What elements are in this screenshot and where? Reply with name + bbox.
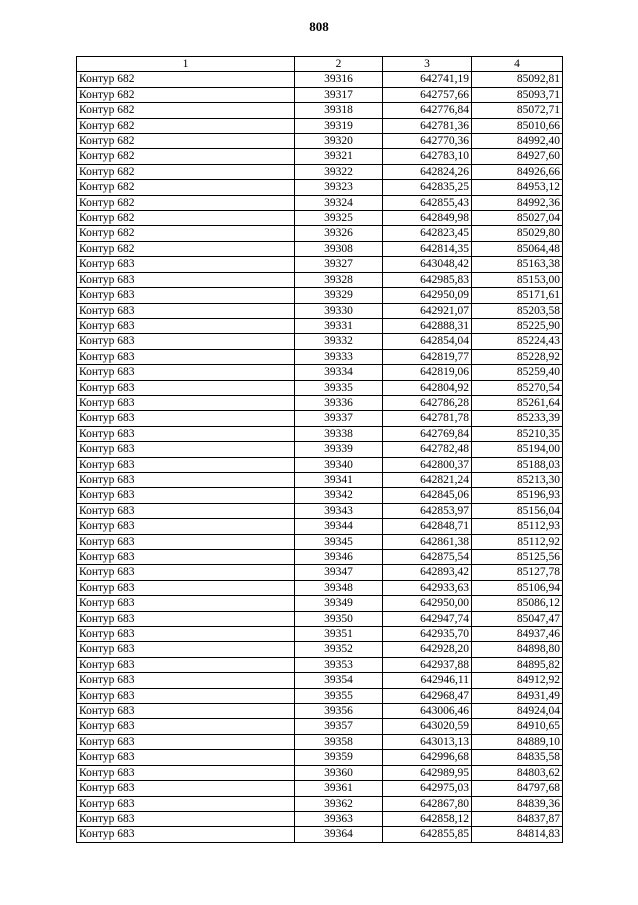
x-coordinate-cell: 642741,19 (383, 72, 472, 87)
y-coordinate-cell: 84926,66 (472, 164, 563, 179)
table-row (77, 272, 563, 287)
table-row (77, 149, 563, 164)
y-coordinate-cell: 85194,00 (472, 442, 563, 457)
table-row (77, 180, 563, 195)
x-coordinate-cell: 642867,80 (383, 796, 472, 811)
contour-name-cell: Контур 683 (77, 550, 295, 565)
point-number-cell: 39346 (295, 550, 383, 565)
y-coordinate-cell: 84953,12 (472, 180, 563, 195)
table-row (77, 503, 563, 518)
table-row (77, 103, 563, 118)
y-coordinate-cell: 84803,62 (472, 765, 563, 780)
contour-name-cell: Контур 683 (77, 796, 295, 811)
x-coordinate-cell: 643006,46 (383, 704, 472, 719)
point-number-cell: 39321 (295, 149, 383, 164)
contour-name-cell: Контур 683 (77, 411, 295, 426)
y-coordinate-cell: 85233,39 (472, 411, 563, 426)
table-row (77, 411, 563, 426)
x-coordinate-cell: 642814,35 (383, 241, 472, 256)
x-coordinate-cell: 642854,04 (383, 334, 472, 349)
x-coordinate-cell: 642858,12 (383, 811, 472, 826)
x-coordinate-cell: 642947,74 (383, 611, 472, 626)
y-coordinate-cell: 85093,71 (472, 87, 563, 102)
x-coordinate-cell: 642989,95 (383, 765, 472, 780)
point-number-cell: 39361 (295, 781, 383, 796)
table-row (77, 765, 563, 780)
y-coordinate-cell: 85064,48 (472, 241, 563, 256)
x-coordinate-cell: 642950,09 (383, 288, 472, 303)
table-row (77, 827, 563, 842)
x-coordinate-cell: 642800,37 (383, 457, 472, 472)
y-coordinate-cell: 85171,61 (472, 288, 563, 303)
table-body (77, 72, 563, 842)
point-number-cell: 39333 (295, 349, 383, 364)
x-coordinate-cell: 642783,10 (383, 149, 472, 164)
contour-name-cell: Контур 682 (77, 72, 295, 87)
contour-name-cell: Контур 682 (77, 134, 295, 149)
table-row (77, 241, 563, 256)
point-number-cell: 39351 (295, 627, 383, 642)
table-row (77, 657, 563, 672)
y-coordinate-cell: 84910,65 (472, 719, 563, 734)
table-header-row (77, 57, 563, 72)
table-row (77, 627, 563, 642)
contour-name-cell: Контур 682 (77, 211, 295, 226)
contour-name-cell: Контур 683 (77, 580, 295, 595)
x-coordinate-cell: 642921,07 (383, 303, 472, 318)
contour-name-cell: Контур 683 (77, 472, 295, 487)
y-coordinate-cell: 84912,92 (472, 673, 563, 688)
contour-name-cell: Контур 683 (77, 657, 295, 672)
x-coordinate-cell: 642848,71 (383, 519, 472, 534)
y-coordinate-cell: 85188,03 (472, 457, 563, 472)
y-coordinate-cell: 84835,58 (472, 750, 563, 765)
table-row (77, 642, 563, 657)
contour-name-cell: Контур 683 (77, 288, 295, 303)
point-number-cell: 39327 (295, 257, 383, 272)
point-number-cell: 39330 (295, 303, 383, 318)
point-number-cell: 39347 (295, 565, 383, 580)
y-coordinate-cell: 85224,43 (472, 334, 563, 349)
x-coordinate-cell: 642985,83 (383, 272, 472, 287)
x-coordinate-cell: 642804,92 (383, 380, 472, 395)
y-coordinate-cell: 85225,90 (472, 318, 563, 333)
table-row (77, 688, 563, 703)
contour-name-cell: Контур 683 (77, 395, 295, 410)
contour-name-cell: Контур 683 (77, 457, 295, 472)
column-header-1: 1 (77, 57, 295, 72)
table-row (77, 395, 563, 410)
point-number-cell: 39348 (295, 580, 383, 595)
y-coordinate-cell: 85086,12 (472, 596, 563, 611)
column-header-2: 2 (295, 57, 383, 72)
table-row (77, 195, 563, 210)
x-coordinate-cell: 642928,20 (383, 642, 472, 657)
x-coordinate-cell: 642861,38 (383, 534, 472, 549)
y-coordinate-cell: 84992,36 (472, 195, 563, 210)
point-number-cell: 39324 (295, 195, 383, 210)
contour-name-cell: Контур 683 (77, 611, 295, 626)
contour-name-cell: Контур 683 (77, 627, 295, 642)
contour-name-cell: Контур 682 (77, 87, 295, 102)
point-number-cell: 39323 (295, 180, 383, 195)
point-number-cell: 39335 (295, 380, 383, 395)
table-row (77, 211, 563, 226)
point-number-cell: 39349 (295, 596, 383, 611)
y-coordinate-cell: 85203,58 (472, 303, 563, 318)
y-coordinate-cell: 84927,60 (472, 149, 563, 164)
y-coordinate-cell: 85127,78 (472, 565, 563, 580)
point-number-cell: 39345 (295, 534, 383, 549)
point-number-cell: 39360 (295, 765, 383, 780)
contour-name-cell: Контур 683 (77, 765, 295, 780)
y-coordinate-cell: 85228,92 (472, 349, 563, 364)
contour-name-cell: Контур 682 (77, 241, 295, 256)
x-coordinate-cell: 642968,47 (383, 688, 472, 703)
contour-name-cell: Контур 683 (77, 596, 295, 611)
contour-name-cell: Контур 682 (77, 180, 295, 195)
table-row (77, 226, 563, 241)
y-coordinate-cell: 85125,56 (472, 550, 563, 565)
table-row (77, 565, 563, 580)
x-coordinate-cell: 642935,70 (383, 627, 472, 642)
point-number-cell: 39329 (295, 288, 383, 303)
x-coordinate-cell: 642786,28 (383, 395, 472, 410)
y-coordinate-cell: 84924,04 (472, 704, 563, 719)
contour-name-cell: Контур 683 (77, 318, 295, 333)
y-coordinate-cell: 85156,04 (472, 503, 563, 518)
contour-name-cell: Контур 683 (77, 750, 295, 765)
table-row (77, 673, 563, 688)
contour-name-cell: Контур 683 (77, 365, 295, 380)
point-number-cell: 39343 (295, 503, 383, 518)
x-coordinate-cell: 642855,43 (383, 195, 472, 210)
contour-name-cell: Контур 682 (77, 226, 295, 241)
point-number-cell: 39336 (295, 395, 383, 410)
table-row (77, 472, 563, 487)
x-coordinate-cell: 642757,66 (383, 87, 472, 102)
y-coordinate-cell: 85027,04 (472, 211, 563, 226)
x-coordinate-cell: 642975,03 (383, 781, 472, 796)
y-coordinate-cell: 84898,80 (472, 642, 563, 657)
point-number-cell: 39357 (295, 719, 383, 734)
x-coordinate-cell: 642770,36 (383, 134, 472, 149)
table-row (77, 257, 563, 272)
y-coordinate-cell: 85259,40 (472, 365, 563, 380)
table-row (77, 596, 563, 611)
contour-name-cell: Контур 683 (77, 688, 295, 703)
table-row (77, 349, 563, 364)
table-row (77, 164, 563, 179)
y-coordinate-cell: 84814,83 (472, 827, 563, 842)
contour-name-cell: Контур 683 (77, 704, 295, 719)
point-number-cell: 39362 (295, 796, 383, 811)
contour-name-cell: Контур 683 (77, 426, 295, 441)
contour-name-cell: Контур 683 (77, 503, 295, 518)
table-row (77, 550, 563, 565)
table-row (77, 118, 563, 133)
point-number-cell: 39363 (295, 811, 383, 826)
contour-name-cell: Контур 683 (77, 811, 295, 826)
point-number-cell: 39341 (295, 472, 383, 487)
table-row (77, 303, 563, 318)
x-coordinate-cell: 642782,48 (383, 442, 472, 457)
contour-name-cell: Контур 682 (77, 118, 295, 133)
table-row (77, 72, 563, 87)
x-coordinate-cell: 643013,13 (383, 734, 472, 749)
table-row (77, 334, 563, 349)
contour-name-cell: Контур 682 (77, 149, 295, 164)
y-coordinate-cell: 85112,92 (472, 534, 563, 549)
x-coordinate-cell: 642819,77 (383, 349, 472, 364)
point-number-cell: 39325 (295, 211, 383, 226)
point-number-cell: 39342 (295, 488, 383, 503)
y-coordinate-cell: 84837,87 (472, 811, 563, 826)
point-number-cell: 39352 (295, 642, 383, 657)
x-coordinate-cell: 642893,42 (383, 565, 472, 580)
x-coordinate-cell: 642776,84 (383, 103, 472, 118)
table-row (77, 380, 563, 395)
x-coordinate-cell: 642835,25 (383, 180, 472, 195)
point-number-cell: 39331 (295, 318, 383, 333)
y-coordinate-cell: 84839,36 (472, 796, 563, 811)
point-number-cell: 39353 (295, 657, 383, 672)
contour-name-cell: Контур 683 (77, 534, 295, 549)
table-row (77, 750, 563, 765)
table-row (77, 811, 563, 826)
point-number-cell: 39355 (295, 688, 383, 703)
contour-name-cell: Контур 683 (77, 257, 295, 272)
contour-name-cell: Контур 683 (77, 272, 295, 287)
x-coordinate-cell: 642888,31 (383, 318, 472, 333)
x-coordinate-cell: 642950,00 (383, 596, 472, 611)
table-row (77, 87, 563, 102)
y-coordinate-cell: 84895,82 (472, 657, 563, 672)
x-coordinate-cell: 642849,98 (383, 211, 472, 226)
point-number-cell: 39340 (295, 457, 383, 472)
contour-name-cell: Контур 683 (77, 442, 295, 457)
y-coordinate-cell: 84937,46 (472, 627, 563, 642)
x-coordinate-cell: 642937,88 (383, 657, 472, 672)
y-coordinate-cell: 84797,68 (472, 781, 563, 796)
point-number-cell: 39339 (295, 442, 383, 457)
table-row (77, 457, 563, 472)
contour-name-cell: Контур 683 (77, 642, 295, 657)
contour-name-cell: Контур 683 (77, 334, 295, 349)
column-header-3: 3 (383, 57, 472, 72)
y-coordinate-cell: 85092,81 (472, 72, 563, 87)
table-row (77, 534, 563, 549)
point-number-cell: 39326 (295, 226, 383, 241)
table-row (77, 134, 563, 149)
contour-name-cell: Контур 683 (77, 488, 295, 503)
y-coordinate-cell: 85261,64 (472, 395, 563, 410)
contour-name-cell: Контур 683 (77, 303, 295, 318)
y-coordinate-cell: 85010,66 (472, 118, 563, 133)
point-number-cell: 39364 (295, 827, 383, 842)
point-number-cell: 39338 (295, 426, 383, 441)
contour-name-cell: Контур 682 (77, 195, 295, 210)
table-row (77, 318, 563, 333)
x-coordinate-cell: 642853,97 (383, 503, 472, 518)
x-coordinate-cell: 643048,42 (383, 257, 472, 272)
contour-name-cell: Контур 683 (77, 565, 295, 580)
y-coordinate-cell: 85112,93 (472, 519, 563, 534)
x-coordinate-cell: 642855,85 (383, 827, 472, 842)
y-coordinate-cell: 85029,80 (472, 226, 563, 241)
table-row (77, 488, 563, 503)
table-row (77, 426, 563, 441)
x-coordinate-cell: 642823,45 (383, 226, 472, 241)
y-coordinate-cell: 85210,35 (472, 426, 563, 441)
table-row (77, 734, 563, 749)
x-coordinate-cell: 642824,26 (383, 164, 472, 179)
point-number-cell: 39359 (295, 750, 383, 765)
x-coordinate-cell: 643020,59 (383, 719, 472, 734)
contour-name-cell: Контур 683 (77, 380, 295, 395)
table-row (77, 611, 563, 626)
y-coordinate-cell: 84931,49 (472, 688, 563, 703)
table-row (77, 442, 563, 457)
x-coordinate-cell: 642845,06 (383, 488, 472, 503)
x-coordinate-cell: 642946,11 (383, 673, 472, 688)
point-number-cell: 39308 (295, 241, 383, 256)
point-number-cell: 39328 (295, 272, 383, 287)
x-coordinate-cell: 642933,63 (383, 580, 472, 595)
point-number-cell: 39356 (295, 704, 383, 719)
contour-name-cell: Контур 683 (77, 781, 295, 796)
x-coordinate-cell: 642819,06 (383, 365, 472, 380)
y-coordinate-cell: 84889,10 (472, 734, 563, 749)
table-row (77, 288, 563, 303)
y-coordinate-cell: 85270,54 (472, 380, 563, 395)
y-coordinate-cell: 85196,93 (472, 488, 563, 503)
x-coordinate-cell: 642781,36 (383, 118, 472, 133)
point-number-cell: 39354 (295, 673, 383, 688)
page-number: 808 (309, 19, 329, 34)
point-number-cell: 39322 (295, 164, 383, 179)
contour-name-cell: Контур 683 (77, 827, 295, 842)
y-coordinate-cell: 85213,30 (472, 472, 563, 487)
y-coordinate-cell: 85047,47 (472, 611, 563, 626)
table-row (77, 580, 563, 595)
y-coordinate-cell: 85163,38 (472, 257, 563, 272)
table-row (77, 719, 563, 734)
point-number-cell: 39317 (295, 87, 383, 102)
table-row (77, 781, 563, 796)
point-number-cell: 39350 (295, 611, 383, 626)
y-coordinate-cell: 85072,71 (472, 103, 563, 118)
y-coordinate-cell: 85153,00 (472, 272, 563, 287)
table-row (77, 704, 563, 719)
x-coordinate-cell: 642875,54 (383, 550, 472, 565)
contour-name-cell: Контур 683 (77, 719, 295, 734)
contour-name-cell: Контур 683 (77, 349, 295, 364)
contour-name-cell: Контур 682 (77, 103, 295, 118)
contour-name-cell: Контур 683 (77, 673, 295, 688)
table-row (77, 796, 563, 811)
table-row (77, 519, 563, 534)
x-coordinate-cell: 642769,84 (383, 426, 472, 441)
point-number-cell: 39344 (295, 519, 383, 534)
point-number-cell: 39316 (295, 72, 383, 87)
point-number-cell: 39320 (295, 134, 383, 149)
contour-name-cell: Контур 683 (77, 519, 295, 534)
coordinates-table (76, 56, 563, 843)
point-number-cell: 39318 (295, 103, 383, 118)
table-row (77, 365, 563, 380)
point-number-cell: 39319 (295, 118, 383, 133)
contour-name-cell: Контур 682 (77, 164, 295, 179)
point-number-cell: 39334 (295, 365, 383, 380)
x-coordinate-cell: 642821,24 (383, 472, 472, 487)
x-coordinate-cell: 642996,68 (383, 750, 472, 765)
contour-name-cell: Контур 683 (77, 734, 295, 749)
x-coordinate-cell: 642781,78 (383, 411, 472, 426)
point-number-cell: 39358 (295, 734, 383, 749)
point-number-cell: 39337 (295, 411, 383, 426)
y-coordinate-cell: 85106,94 (472, 580, 563, 595)
column-header-4: 4 (472, 57, 563, 72)
y-coordinate-cell: 84992,40 (472, 134, 563, 149)
point-number-cell: 39332 (295, 334, 383, 349)
